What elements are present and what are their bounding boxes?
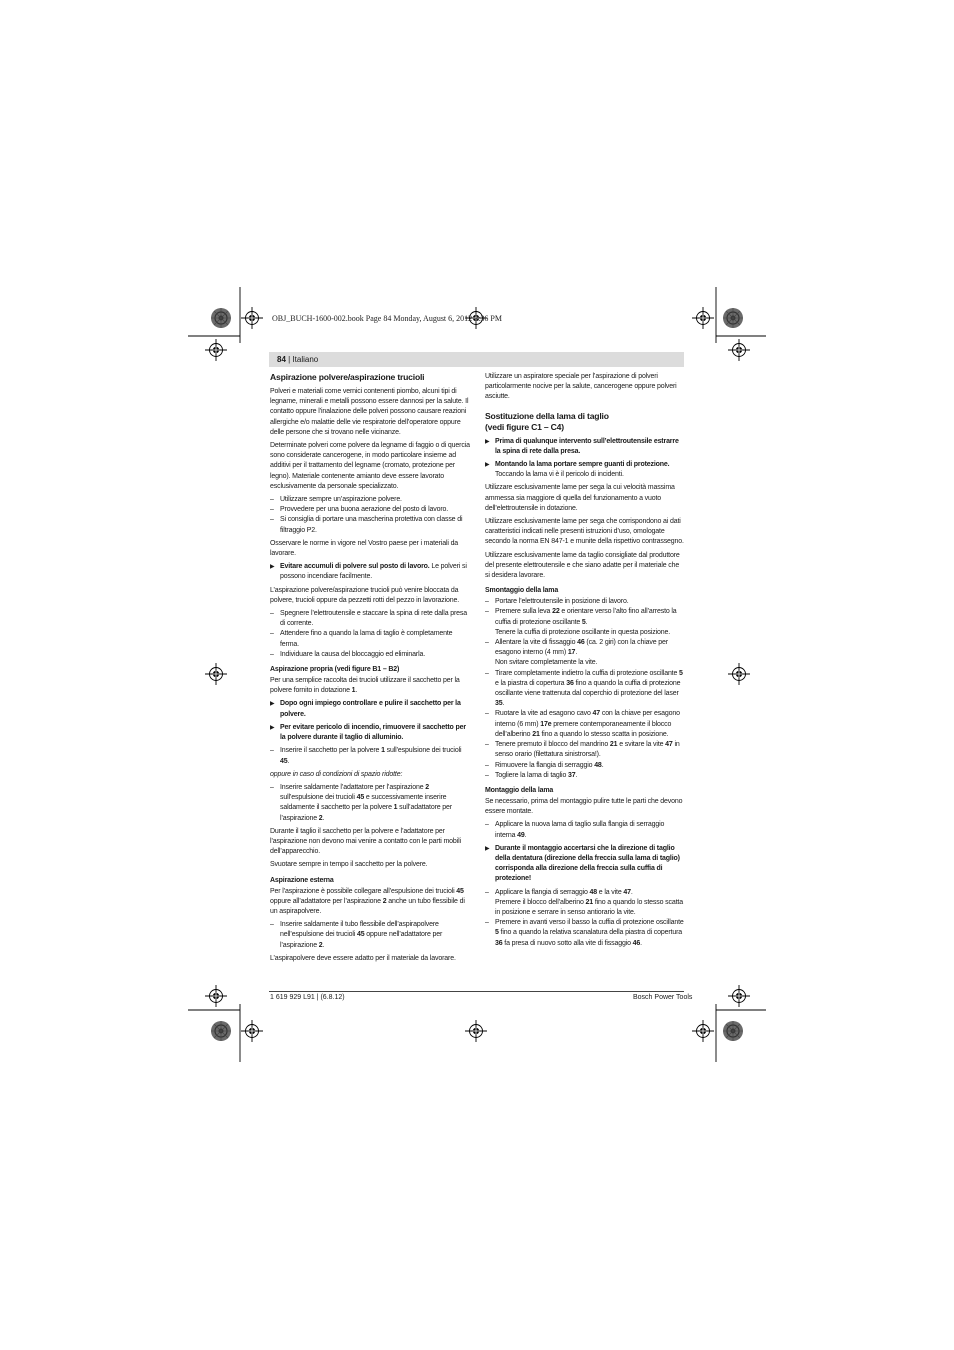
list-item: – Rimuovere la flangia di serraggio 48. xyxy=(485,761,685,771)
list-item: – Applicare la flangia di serraggio 48 e la vite 47. Premere il blocco dell’alberino 21 fino a quando lo stesso scatta in posizione e serrare in senso antiorario la vite. xyxy=(485,888,685,919)
paragraph: Utilizzare esclusivamente lame per sega la cui velocità massima ammessa sia maggiore di quella del funzionamento a vuoto dell’elettroutensile in dotazione. xyxy=(485,484,675,512)
paragraph: Determinate polveri come polvere da legname di faggio o di quercia sono considerate cancerogene, in modo particolare insieme ad additivi per il trattamento del legname (cromato, protezione per legno). Materiale contenente amianto deve essere lavorato esclusivamente da personale specializzato. xyxy=(270,442,470,490)
paragraph: L’aspirazione polvere/aspirazione trucioli può venire bloccata da polvere, trucioli oppure da pezzetti rotti del pezzo in lavorazione. xyxy=(270,586,460,604)
list-item: – Togliere la lama di taglio 37. xyxy=(485,771,685,781)
removal-steps xyxy=(485,597,685,781)
footer-doc-number: 1 619 929 L91 | (6.8.12) xyxy=(270,994,345,1001)
footer-rule xyxy=(269,991,684,992)
heading-blade-mounting: Montaggio della lama xyxy=(485,786,554,794)
list-item: – Ruotare la vite ad esagono cavo 47 con la chiave per esagono interno (6 mm) 17e premere contemporaneamente il blocco dell’alberino 21 fino a quando lo stesso scatta in posizione. xyxy=(485,709,685,740)
paragraph: Utilizzare esclusivamente lame per sega che corrispondono ai dati caratteristici indicati nelle presenti istruzioni d’uso, omologate secondo la norma EN 847-1 e munite della rispettivo contrassegno. xyxy=(485,518,684,546)
header-bar xyxy=(269,352,684,367)
list-item: – Utilizzare sempre un’aspirazione polvere. xyxy=(270,495,470,505)
paragraph: Svuotare sempre in tempo il sacchetto per la polvere. xyxy=(270,861,428,869)
book-info-line: OBJ_BUCH-1600-002.book Page 84 Monday, August 6, 2012 3:36 PM xyxy=(272,314,502,323)
paragraph: Durante il taglio il sacchetto per la polvere e l’adattatore per l’aspirazione non devono mai venire a contatto con le parti mobili dell’apparecchio. xyxy=(270,827,461,856)
warning-item: ▶ Per evitare pericolo di incendio, rimuovere il sacchetto per la polvere durante il taglio di alluminio. xyxy=(270,723,470,743)
paragraph: Utilizzare un aspiratore speciale per l’aspirazione di polveri particolarmente nocive per la salute, cancerogene oppure polveri asciutte. xyxy=(485,373,677,401)
warning-item: ▶ Evitare accumuli di polvere sul posto di lavoro. Le polveri si possono incendiare facilmente. xyxy=(270,562,470,582)
section-label: Italiano xyxy=(292,355,319,364)
paragraph: Se necessario, prima del montaggio pulire tutte le parti che devono essere montate. xyxy=(485,797,683,816)
paragraph: Polveri e materiali come vernici contenenti piombo, alcuni tipi di legname, minerali e metalli possono essere dannosi per la salute. Il contatto oppure l’inalazione delle polveri possono causare reazioni allergiche e/o malattie delle vie respiratorie dell’operatore oppure delle persone che si trovano nelle vicinanze. xyxy=(270,388,469,436)
page-header: 84 | Italiano xyxy=(277,355,319,364)
left-column xyxy=(270,372,470,967)
paragraph: Osservare le norme in vigore nel Vostro paese per i materiali da lavorare. xyxy=(270,539,459,558)
warning-item: ▶ Montando la lama portare sempre guanti di protezione. Toccando la lama vi è il pericolo di incidenti. xyxy=(485,460,685,480)
list-item: – Individuare la causa del bloccaggio ed eliminarla. xyxy=(270,650,470,660)
paragraph-italic: oppure in caso di condizioni di spazio ridotte: xyxy=(270,770,403,778)
dustbag-list xyxy=(270,746,470,766)
page-number: 84 xyxy=(277,355,286,364)
blockage-list xyxy=(270,609,470,660)
list-item: – Inserire saldamente l’adattatore per l’aspirazione 2 sull’espulsione dei trucioli 45 e successivamente inserire saldamente il sacchetto per la polvere 1 sull’adattatore per l’aspirazione 2. xyxy=(270,783,470,824)
list-item: – Premere in avanti verso il basso la cuffia di protezione oscillante 5 fino a quando la relativa scanalatura della piastra di copertura 36 fa presa di nuovo sotto alla vite di fissaggio 46. xyxy=(485,918,685,949)
list-item: – Attendere fino a quando la lama di taglio è completamente ferma. xyxy=(270,629,470,649)
list-item: – Inserire il sacchetto per la polvere 1 sull’espulsione dei trucioli 45. xyxy=(270,746,470,766)
list-item: – Inserire saldamente il tubo flessibile dell’aspirapolvere nell’espulsione dei trucioli 45 oppure nell’adattatore per l’aspirazione 2. xyxy=(270,920,470,951)
list-item: – Si consiglia di portare una mascherina protettiva con classe di filtraggio P2. xyxy=(270,515,470,535)
list-item: – Provvedere per una buona aerazione del posto di lavoro. xyxy=(270,505,470,515)
heading-blade-removal: Smontaggio della lama xyxy=(485,587,559,595)
paragraph: Per una semplice raccolta dei trucioli utilizzare il sacchetto per la polvere fornito in dotazione 1. xyxy=(270,677,460,695)
heading-own-extraction: Aspirazione propria (vedi figure B1 – B2) xyxy=(270,666,400,674)
heading-external-extraction: Aspirazione esterna xyxy=(270,876,334,884)
right-column xyxy=(485,372,685,952)
list-item: – Portare l’elettroutensile in posizione di lavoro. xyxy=(485,597,685,607)
list-item: – Tirare completamente indietro la cuffia di protezione oscillante 5 e la piastra di copertura 36 fino a quando la cuffia di protezione oscillante viene trattenuta dal coperchio di protezione del laser 35. xyxy=(485,669,685,710)
warning-item: ▶ Prima di qualunque intervento sull’elettroutensile estrarre la spina di rete dalla presa. xyxy=(485,437,685,457)
list-item: – Tenere premuto il blocco del mandrino 21 e svitare la vite 47 in senso orario (filettatura sinistrorsa!). xyxy=(485,740,685,760)
heading-blade-replacement: Sostituzione della lama di taglio (vedi figure C1 – C4) xyxy=(485,410,609,432)
footer-brand: Bosch Power Tools xyxy=(633,994,693,1001)
list-item: – Allentare la vite di fissaggio 46 (ca. 2 giri) con la chiave per esagono interno (4 mm) 17. Non svitare completamente la vite. xyxy=(485,638,685,669)
list-item: – Spegnere l’elettroutensile e staccare la spina di rete dalla presa di corrente. xyxy=(270,609,470,629)
adapter-list xyxy=(270,783,470,824)
paragraph: L’aspirapolvere deve essere adatto per il materiale da lavorare. xyxy=(270,954,456,962)
heading-dust-extraction: Aspirazione polvere/aspirazione trucioli xyxy=(270,372,425,382)
warning-item: ▶ Dopo ogni impiego controllare e pulire il sacchetto per la polvere. xyxy=(270,699,470,719)
warning-item: ▶ Durante il montaggio accertarsi che la direzione di taglio della dentatura (direzione della freccia sulla lama di taglio) corrisponda alla direzione della freccia sulla cuffia di protezione! xyxy=(485,844,685,885)
mounting-steps-1 xyxy=(485,820,685,840)
dust-list xyxy=(270,495,470,536)
mounting-steps-2 xyxy=(485,888,685,949)
hose-list xyxy=(270,920,470,951)
list-item: – Premere sulla leva 22 e orientare verso l’alto fino all’arresto la cuffia di protezione oscillante 5. Tenere la cuffia di protezione oscillante in questa posizione. xyxy=(485,607,685,638)
list-item: – Applicare la nuova lama di taglio sulla flangia di serraggio interna 49. xyxy=(485,820,685,840)
paragraph: Utilizzare esclusivamente lame da taglio consigliate dal produttore del presente elettroutensile e che siano adatte per il materiale che si desidera lavorare. xyxy=(485,551,680,580)
paragraph: Per l’aspirazione è possibile collegare all’espulsione dei trucioli 45 oppure all’adattatore per l’aspirazione 2 anche un tubo flessibile di un aspirapolvere. xyxy=(270,887,465,915)
